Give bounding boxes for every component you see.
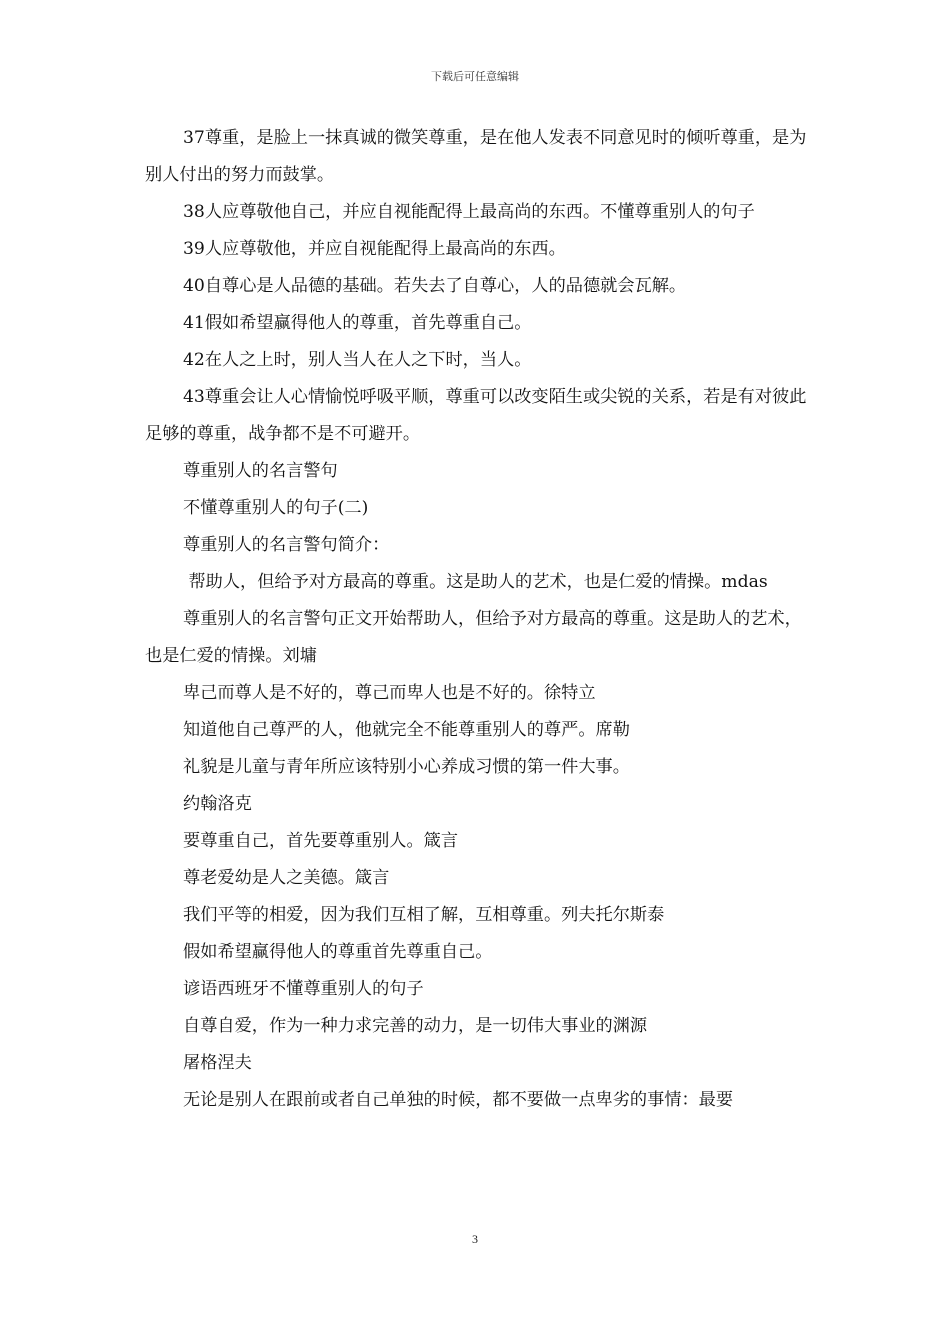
quote-paragraph: 要尊重自己，首先要尊重别人。箴言 [183, 831, 459, 851]
paragraph-37: 37尊重，是脸上一抹真诚的微笑尊重，是在他人发表不同意见时的倾听尊重，是为别人付出的努力而鼓掌。 [145, 128, 807, 185]
quote-paragraph: 自尊自爱，作为一种力求完善的动力，是一切伟大事业的渊源 [183, 1016, 648, 1036]
page-header: 下载后可任意编辑 [431, 70, 519, 83]
quote-paragraph: 无论是别人在跟前或者自己单独的时候，都不要做一点卑劣的事情：最要 [183, 1090, 734, 1110]
paragraph-39: 39人应尊敬他，并应自视能配得上最高尚的东西。 [183, 239, 566, 259]
section-subheading: 不懂尊重别人的句子(二) [183, 498, 369, 518]
document-body [145, 120, 810, 1119]
paragraph-38: 38人应尊敬他自己，并应自视能配得上最高尚的东西。不懂尊重别人的句子 [183, 202, 755, 222]
quote-author: 约翰洛克 [183, 794, 252, 814]
quote-paragraph: 尊重别人的名言警句正文开始帮助人，但给予对方最高的尊重。这是助人的艺术，也是仁爱的情操。刘墉 [145, 609, 802, 666]
quote-author: 屠格涅夫 [183, 1053, 252, 1073]
quote-paragraph: 知道他自己尊严的人，他就完全不能尊重别人的尊严。席勒 [183, 720, 630, 740]
intro-paragraph: 帮助人，但给予对方最高的尊重。这是助人的艺术，也是仁爱的情操。mdas [183, 572, 768, 592]
quote-paragraph: 假如希望赢得他人的尊重首先尊重自己。 [183, 942, 493, 962]
page-number: 3 [472, 1232, 478, 1246]
paragraph-42: 42在人之上时，别人当人在人之下时，当人。 [183, 350, 532, 370]
paragraph-43: 43尊重会让人心情愉悦呼吸平顺，尊重可以改变陌生或尖锐的关系，若是有对彼此足够的尊重，战争都不是不可避开。 [145, 387, 807, 444]
quote-paragraph: 谚语西班牙不懂尊重别人的句子 [183, 979, 424, 999]
quote-paragraph: 礼貌是儿童与青年所应该特别小心养成习惯的第一件大事。 [183, 757, 630, 777]
section-heading: 尊重别人的名言警句 [183, 461, 338, 481]
paragraph-40: 40自尊心是人品德的基础。若失去了自尊心，人的品德就会瓦解。 [183, 276, 687, 296]
intro-heading: 尊重别人的名言警句简介： [183, 535, 390, 555]
quote-paragraph: 卑己而尊人是不好的，尊己而卑人也是不好的。徐特立 [183, 683, 596, 703]
quote-paragraph: 尊老爱幼是人之美德。箴言 [183, 868, 390, 888]
paragraph-41: 41假如希望赢得他人的尊重，首先尊重自己。 [183, 313, 532, 333]
quote-paragraph: 我们平等的相爱，因为我们互相了解，互相尊重。列夫托尔斯泰 [183, 905, 665, 925]
